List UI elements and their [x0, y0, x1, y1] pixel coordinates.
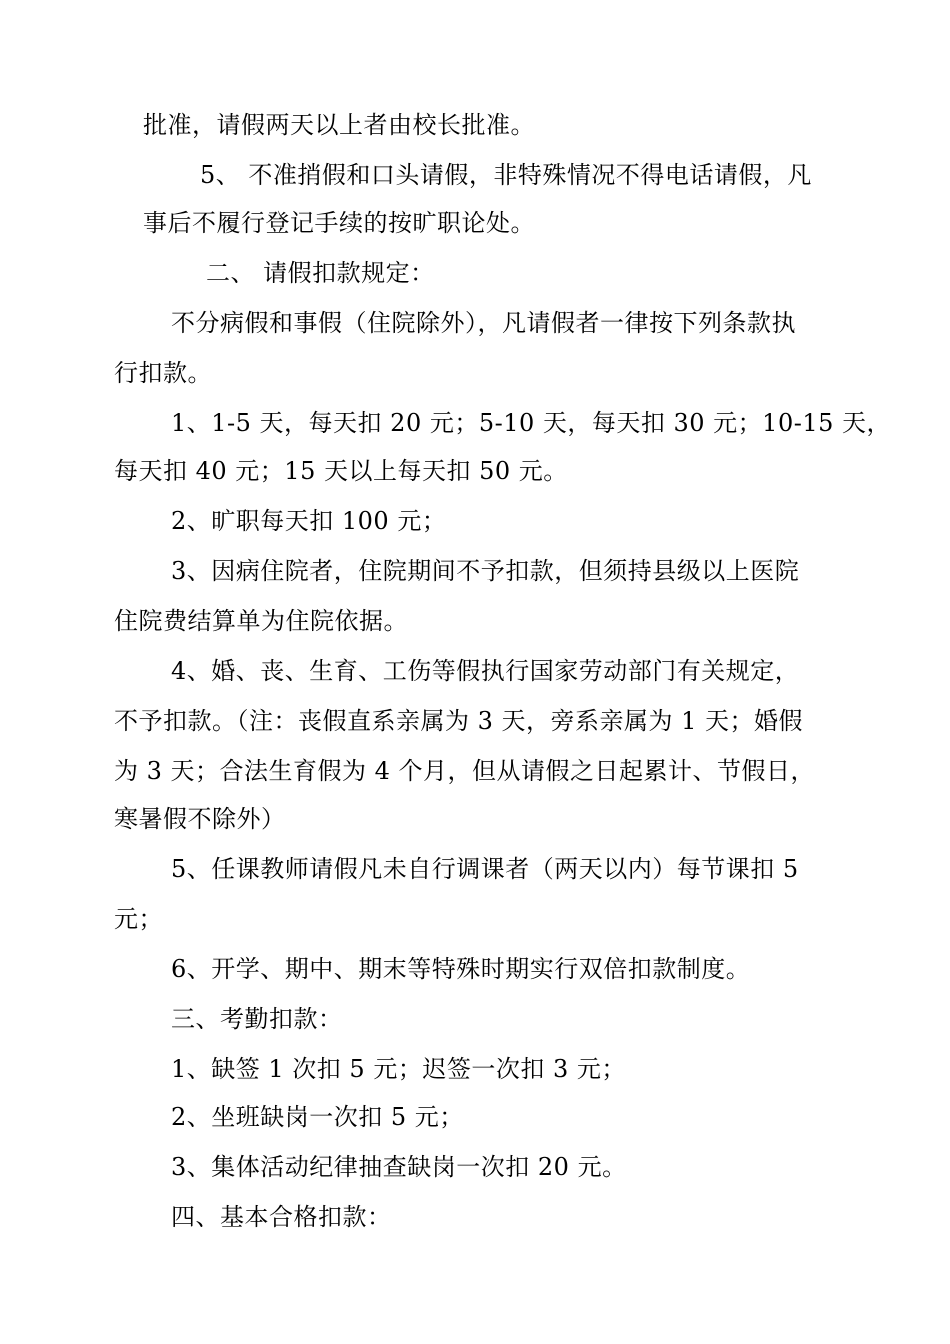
text-line: 2、旷职每天扣 100 元； [171, 507, 447, 535]
text-line: 不予扣款。（注：丧假直系亲属为 3 天，旁系亲属为 1 天；婚假 [114, 707, 804, 735]
text-line: 住院费结算单为住院依据。 [114, 607, 408, 635]
text-line: 5、任课教师请假凡未自行调课者（两天以内）每节课扣 5 [171, 855, 799, 883]
text-line: 行扣款。 [114, 359, 212, 387]
text-line: 5、 不准捎假和口头请假，非特殊情况不得电话请假，凡 [200, 161, 812, 189]
text-line: 4、婚、丧、生育、工伤等假执行国家劳动部门有关规定， [171, 657, 800, 685]
text-line: 事后不履行登记手续的按旷职论处。 [143, 209, 535, 237]
text-line: 寒暑假不除外） [114, 805, 286, 833]
text-line: 每天扣 40 元；15 天以上每天扣 50 元。 [114, 457, 568, 485]
text-line: 2、坐班缺岗一次扣 5 元； [171, 1103, 464, 1131]
section-heading: 三、考勤扣款： [171, 1005, 343, 1033]
text-line: 3、因病住院者，住院期间不予扣款，但须持县级以上医院 [171, 557, 800, 585]
text-line: 1、1-5 天，每天扣 20 元；5-10 天，每天扣 30 元；10-15 天， [171, 409, 892, 437]
text-line: 1、缺签 1 次扣 5 元；迟签一次扣 3 元； [171, 1055, 626, 1083]
text-line: 元； [114, 905, 163, 933]
text-line: 3、集体活动纪律抽查缺岗一次扣 20 元。 [171, 1153, 627, 1181]
text-line: 批准，请假两天以上者由校长批准。 [143, 111, 535, 139]
text-line: 为 3 天；合法生育假为 4 个月，但从请假之日起累计、节假日， [114, 757, 816, 785]
text-line: 不分病假和事假（住院除外），凡请假者一律按下列条款执 [171, 309, 796, 337]
section-heading: 四、基本合格扣款： [171, 1203, 392, 1231]
section-heading: 二、 请假扣款规定： [206, 259, 435, 287]
text-line: 6、开学、期中、期末等特殊时期实行双倍扣款制度。 [171, 955, 751, 983]
